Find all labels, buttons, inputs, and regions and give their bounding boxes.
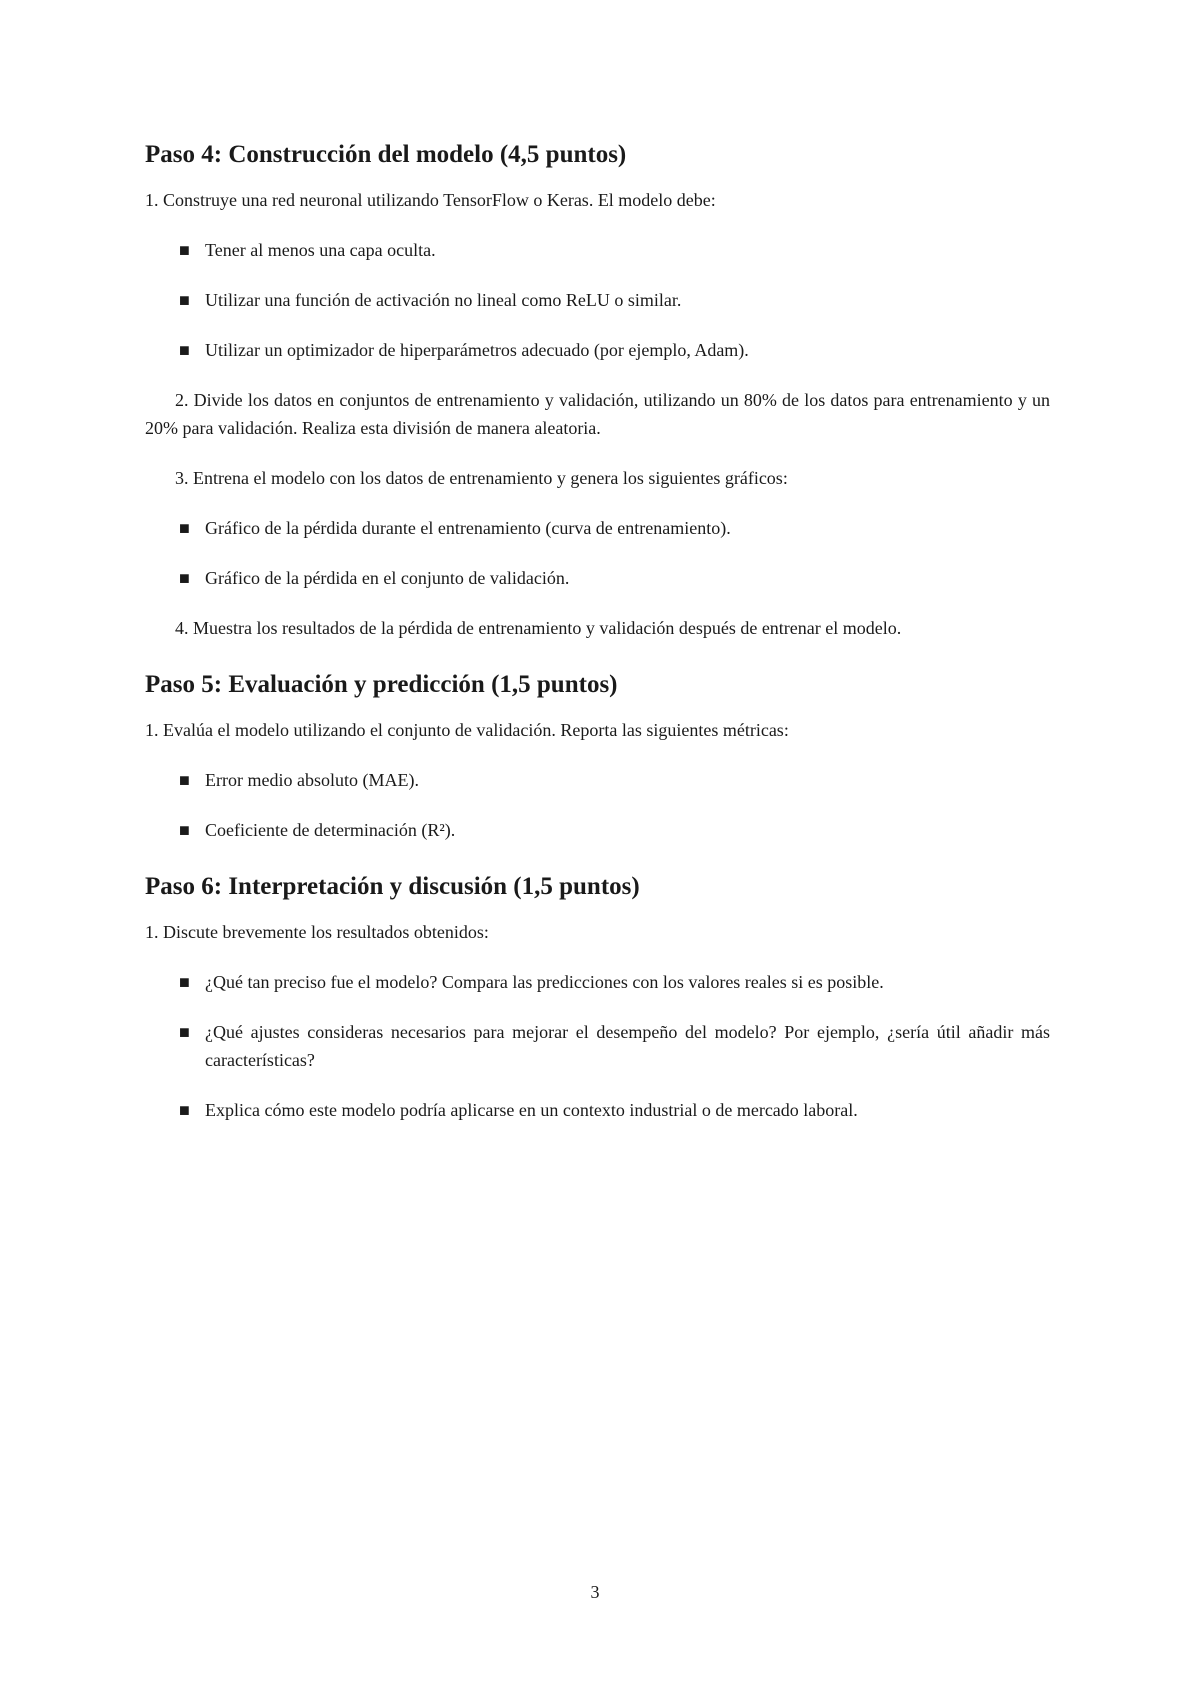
bullet-icon: ■: [179, 1100, 190, 1120]
list-item: [145, 564, 1050, 592]
list-item-text: Explica cómo este modelo podría aplicarse en un contexto industrial o de mercado laboral.: [205, 1100, 858, 1120]
section-paso-5: [145, 670, 1050, 844]
paragraph: 1. Evalúa el modelo utilizando el conjunto de validación. Reporta las siguientes métricas:: [145, 720, 789, 740]
section-title: Paso 4: Construcción del modelo (4,5 puntos): [145, 141, 627, 168]
list-item-text: ¿Qué ajustes consideras necesarios para mejorar el desempeño del modelo? Por ejemplo, ¿sería útil añadir más características?: [205, 1022, 1050, 1070]
paragraph: 4. Muestra los resultados de la pérdida de entrenamiento y validación después de entrenar el modelo.: [175, 618, 902, 638]
list-item: [145, 816, 1050, 844]
document-page: [145, 140, 1050, 1152]
bullet-icon: ■: [179, 518, 190, 538]
bullet-icon: ■: [179, 568, 190, 588]
list-item-text: Utilizar un optimizador de hiperparámetros adecuado (por ejemplo, Adam).: [205, 340, 749, 360]
bullet-icon: ■: [179, 820, 190, 840]
bullet-icon: ■: [179, 340, 190, 360]
paragraph: 1. Discute brevemente los resultados obtenidos:: [145, 922, 489, 942]
paragraph: 2. Divide los datos en conjuntos de entrenamiento y validación, utilizando un 80% de los datos para entrenamiento y un 20% para validación. Realiza esta división de manera aleatoria.: [145, 390, 1050, 438]
list-item-text: Tener al menos una capa oculta.: [205, 240, 436, 260]
list-item-text: ¿Qué tan preciso fue el modelo? Compara las predicciones con los valores reales si es posible.: [205, 972, 884, 992]
list-item: [145, 236, 1050, 264]
page-number: 3: [590, 1582, 600, 1602]
list-item-text: Coeficiente de determinación (R²).: [205, 820, 456, 840]
list-item-text: Gráfico de la pérdida durante el entrenamiento (curva de entrenamiento).: [205, 518, 731, 538]
list-item-text: Gráfico de la pérdida en el conjunto de validación.: [205, 568, 570, 588]
paragraph: 3. Entrena el modelo con los datos de entrenamiento y genera los siguientes gráficos:: [175, 468, 788, 488]
section-title: Paso 6: Interpretación y discusión (1,5 puntos): [145, 873, 640, 900]
bullet-icon: ■: [179, 240, 190, 260]
list-item: [145, 336, 1050, 364]
section-paso-4: [145, 140, 1050, 642]
list-item: [145, 968, 1050, 996]
bullet-icon: ■: [179, 290, 190, 310]
bullet-icon: ■: [179, 1022, 190, 1042]
section-title: Paso 5: Evaluación y predicción (1,5 puntos): [145, 671, 618, 698]
bullet-icon: ■: [179, 972, 190, 992]
section-paso-6: [145, 872, 1050, 1124]
list-item: [145, 766, 1050, 794]
list-item: [145, 1096, 1050, 1124]
bullet-icon: ■: [179, 770, 190, 790]
list-item-text: Utilizar una función de activación no lineal como ReLU o similar.: [205, 290, 682, 310]
list-item: [145, 514, 1050, 542]
list-item: [145, 286, 1050, 314]
list-item-text: Error medio absoluto (MAE).: [205, 770, 419, 790]
paragraph: 1. Construye una red neuronal utilizando TensorFlow o Keras. El modelo debe:: [145, 190, 716, 210]
list-item: [145, 1018, 1050, 1074]
